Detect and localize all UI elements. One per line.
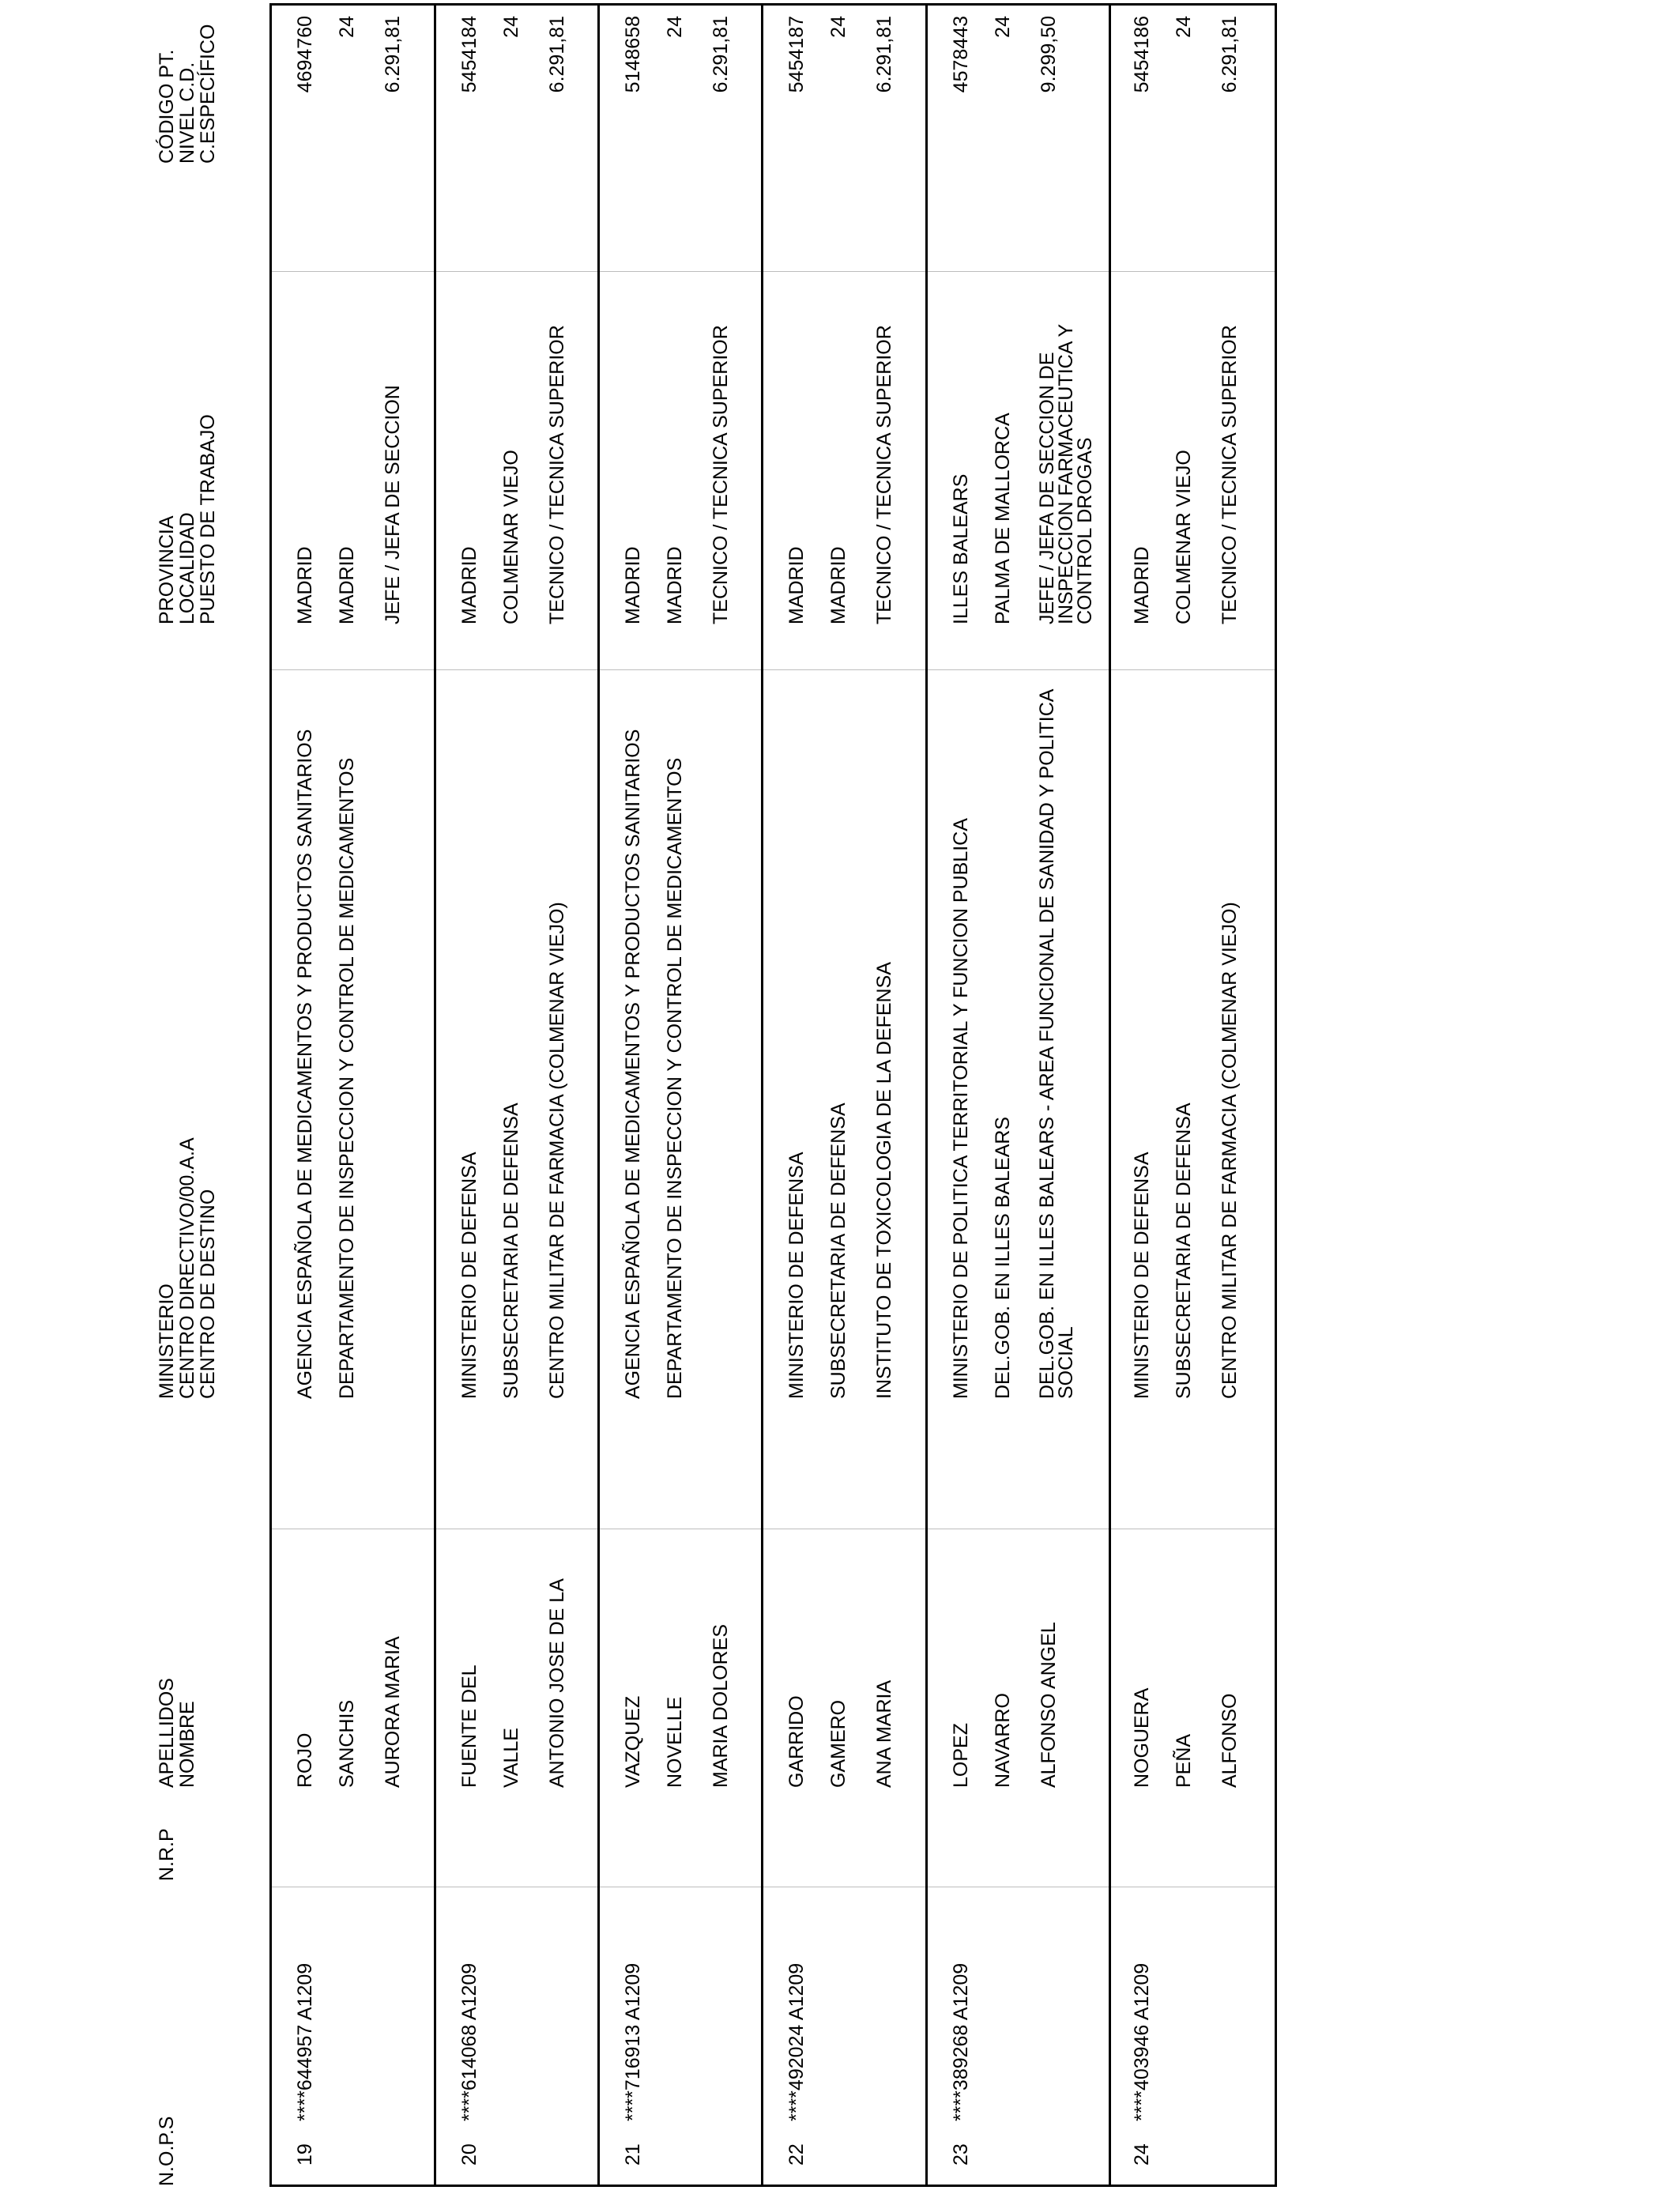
header-nivel: NIVEL C.D. bbox=[176, 62, 198, 164]
row-centro-directivo: DEL.GOB. EN ILLES BALEARS bbox=[992, 1116, 1014, 1399]
row-apellido1: VAZQUEZ bbox=[622, 1695, 644, 1788]
header-nombre: NOMBRE bbox=[176, 1701, 198, 1788]
row-codigo: 4694760 bbox=[294, 16, 316, 93]
row-codigo: 5454186 bbox=[1131, 16, 1153, 93]
row-provincia: MADRID bbox=[294, 546, 316, 624]
row-puesto: TECNICO / TECNICA SUPERIOR bbox=[546, 325, 568, 624]
row-divider bbox=[597, 3, 600, 2187]
row-puesto: JEFE / JEFA DE SECCION bbox=[382, 385, 404, 624]
row-nrp: ****644957 A1209 bbox=[294, 1962, 316, 2121]
row-codigo: 5454184 bbox=[458, 16, 480, 93]
row-especifico: 9.299,50 bbox=[1038, 16, 1060, 93]
row-codigo: 5454187 bbox=[785, 16, 808, 93]
row-ministerio: MINISTERIO DE DEFENSA bbox=[1131, 1152, 1153, 1399]
header-centro-directivo: CENTRO DIRECTIVO/00.A.A bbox=[176, 1137, 198, 1399]
row-apellido2: NAVARRO bbox=[992, 1693, 1014, 1788]
header-especifico: C.ESPECÍFICO bbox=[197, 24, 219, 164]
header-provincia: PROVINCIA bbox=[156, 515, 178, 624]
header-puesto: PUESTO DE TRABAJO bbox=[197, 414, 219, 624]
row-centro-directivo: SUBSECRETARIA DE DEFENSA bbox=[827, 1103, 849, 1399]
row-especifico: 6.291,81 bbox=[873, 16, 895, 93]
header-localidad: LOCALIDAD bbox=[176, 512, 198, 624]
row-nivel: 24 bbox=[336, 16, 358, 38]
header-apellidos: APELLIDOS bbox=[156, 1678, 178, 1788]
row-apellido2: PEÑA bbox=[1173, 1733, 1195, 1788]
row-provincia: MADRID bbox=[1131, 546, 1153, 624]
row-nops: 19 bbox=[294, 2143, 316, 2166]
row-apellido1: LOPEZ bbox=[950, 1723, 972, 1788]
row-apellido2: SANCHIS bbox=[336, 1699, 358, 1788]
row-apellido1: ROJO bbox=[294, 1732, 316, 1788]
row-nivel: 24 bbox=[992, 16, 1014, 38]
row-apellido1: NOGUERA bbox=[1131, 1687, 1153, 1788]
row-provincia: MADRID bbox=[458, 546, 480, 624]
row-especifico: 6.291,81 bbox=[546, 16, 568, 93]
row-apellido1: FUENTE DEL bbox=[458, 1664, 480, 1788]
header-nrp: N.R.P bbox=[156, 1828, 178, 1881]
row-apellido2: GAMERO bbox=[827, 1699, 849, 1788]
row-nombre: ANTONIO JOSE DE LA bbox=[546, 1578, 568, 1788]
row-ministerio: MINISTERIO DE DEFENSA bbox=[458, 1152, 480, 1399]
header-ministerio: MINISTERIO bbox=[156, 1284, 178, 1399]
row-centro-destino: DEL.GOB. EN ILLES BALEARS - AREA FUNCIONAL DE SANIDAD Y POLITICA SOCIAL bbox=[1036, 689, 1077, 1399]
row-ministerio: AGENCIA ESPAÑOLA DE MEDICAMENTOS Y PRODUCTOS SANITARIOS bbox=[294, 729, 316, 1399]
row-puesto: JEFE / JEFA DE SECCION DE INSPECCION FARMACEUTICA Y CONTROL DROGAS bbox=[1036, 324, 1096, 624]
row-nombre: ALFONSO bbox=[1219, 1693, 1241, 1788]
row-apellido2: NOVELLE bbox=[664, 1696, 686, 1788]
row-puesto: TECNICO / TECNICA SUPERIOR bbox=[710, 325, 732, 624]
row-nombre: ANA MARIA bbox=[873, 1679, 895, 1788]
header-codigo: CÓDIGO PT. bbox=[156, 49, 178, 164]
row-provincia: ILLES BALEARS bbox=[950, 473, 972, 624]
row-nrp: ****389268 A1209 bbox=[950, 1962, 972, 2121]
row-centro-directivo: DEPARTAMENTO DE INSPECCION Y CONTROL DE MEDICAMENTOS bbox=[336, 757, 358, 1399]
records-table bbox=[269, 3, 1277, 2187]
row-nombre: MARIA DOLORES bbox=[710, 1624, 732, 1788]
row-centro-directivo: DEPARTAMENTO DE INSPECCION Y CONTROL DE MEDICAMENTOS bbox=[664, 757, 686, 1399]
row-especifico: 6.291,81 bbox=[382, 16, 404, 93]
row-especifico: 6.291,81 bbox=[1219, 16, 1241, 93]
row-nops: 21 bbox=[622, 2143, 644, 2166]
row-localidad: COLMENAR VIEJO bbox=[1173, 450, 1195, 624]
row-nivel: 24 bbox=[664, 16, 686, 38]
row-nrp: ****614068 A1209 bbox=[458, 1962, 480, 2121]
row-nrp: ****716913 A1209 bbox=[622, 1962, 644, 2121]
header-nops: N.O.P.S bbox=[156, 2116, 178, 2186]
row-nops: 23 bbox=[950, 2143, 972, 2166]
row-centro-destino: INSTITUTO DE TOXICOLOGIA DE LA DEFENSA bbox=[873, 962, 895, 1399]
row-nivel: 24 bbox=[1173, 16, 1195, 38]
row-puesto: TECNICO / TECNICA SUPERIOR bbox=[873, 325, 895, 624]
row-nivel: 24 bbox=[827, 16, 849, 38]
row-localidad: MADRID bbox=[336, 546, 358, 624]
row-divider bbox=[434, 3, 436, 2187]
row-nombre: ALFONSO ANGEL bbox=[1038, 1622, 1060, 1788]
row-nivel: 24 bbox=[500, 16, 522, 38]
row-centro-destino: CENTRO MILITAR DE FARMACIA (COLMENAR VIEJO) bbox=[1219, 902, 1241, 1399]
row-codigo: 5148658 bbox=[622, 16, 644, 93]
row-nops: 24 bbox=[1131, 2143, 1153, 2166]
row-ministerio: MINISTERIO DE DEFENSA bbox=[785, 1152, 808, 1399]
row-codigo: 4578443 bbox=[950, 16, 972, 93]
row-nombre: AURORA MARIA bbox=[382, 1636, 404, 1788]
row-apellido1: GARRIDO bbox=[785, 1695, 808, 1788]
row-provincia: MADRID bbox=[622, 546, 644, 624]
row-localidad: COLMENAR VIEJO bbox=[500, 450, 522, 624]
row-nrp: ****492024 A1209 bbox=[785, 1962, 808, 2121]
row-divider bbox=[925, 3, 928, 2187]
row-localidad: MADRID bbox=[664, 546, 686, 624]
row-centro-directivo: SUBSECRETARIA DE DEFENSA bbox=[1173, 1103, 1195, 1399]
row-especifico: 6.291,81 bbox=[710, 16, 732, 93]
row-centro-destino: CENTRO MILITAR DE FARMACIA (COLMENAR VIEJO) bbox=[546, 902, 568, 1399]
row-localidad: PALMA DE MALLORCA bbox=[992, 413, 1014, 624]
row-puesto: TECNICO / TECNICA SUPERIOR bbox=[1219, 325, 1241, 624]
row-nrp: ****403946 A1209 bbox=[1131, 1962, 1153, 2121]
row-divider bbox=[1109, 3, 1111, 2187]
row-ministerio: MINISTERIO DE POLITICA TERRITORIAL Y FUNCION PUBLICA bbox=[950, 818, 972, 1399]
header-centro-destino: CENTRO DE DESTINO bbox=[197, 1189, 219, 1399]
row-centro-directivo: SUBSECRETARIA DE DEFENSA bbox=[500, 1103, 522, 1399]
row-nops: 20 bbox=[458, 2143, 480, 2166]
row-nops: 22 bbox=[785, 2143, 808, 2166]
row-divider bbox=[761, 3, 763, 2187]
row-provincia: MADRID bbox=[785, 546, 808, 624]
row-localidad: MADRID bbox=[827, 546, 849, 624]
row-ministerio: AGENCIA ESPAÑOLA DE MEDICAMENTOS Y PRODUCTOS SANITARIOS bbox=[622, 729, 644, 1399]
row-apellido2: VALLE bbox=[500, 1728, 522, 1788]
